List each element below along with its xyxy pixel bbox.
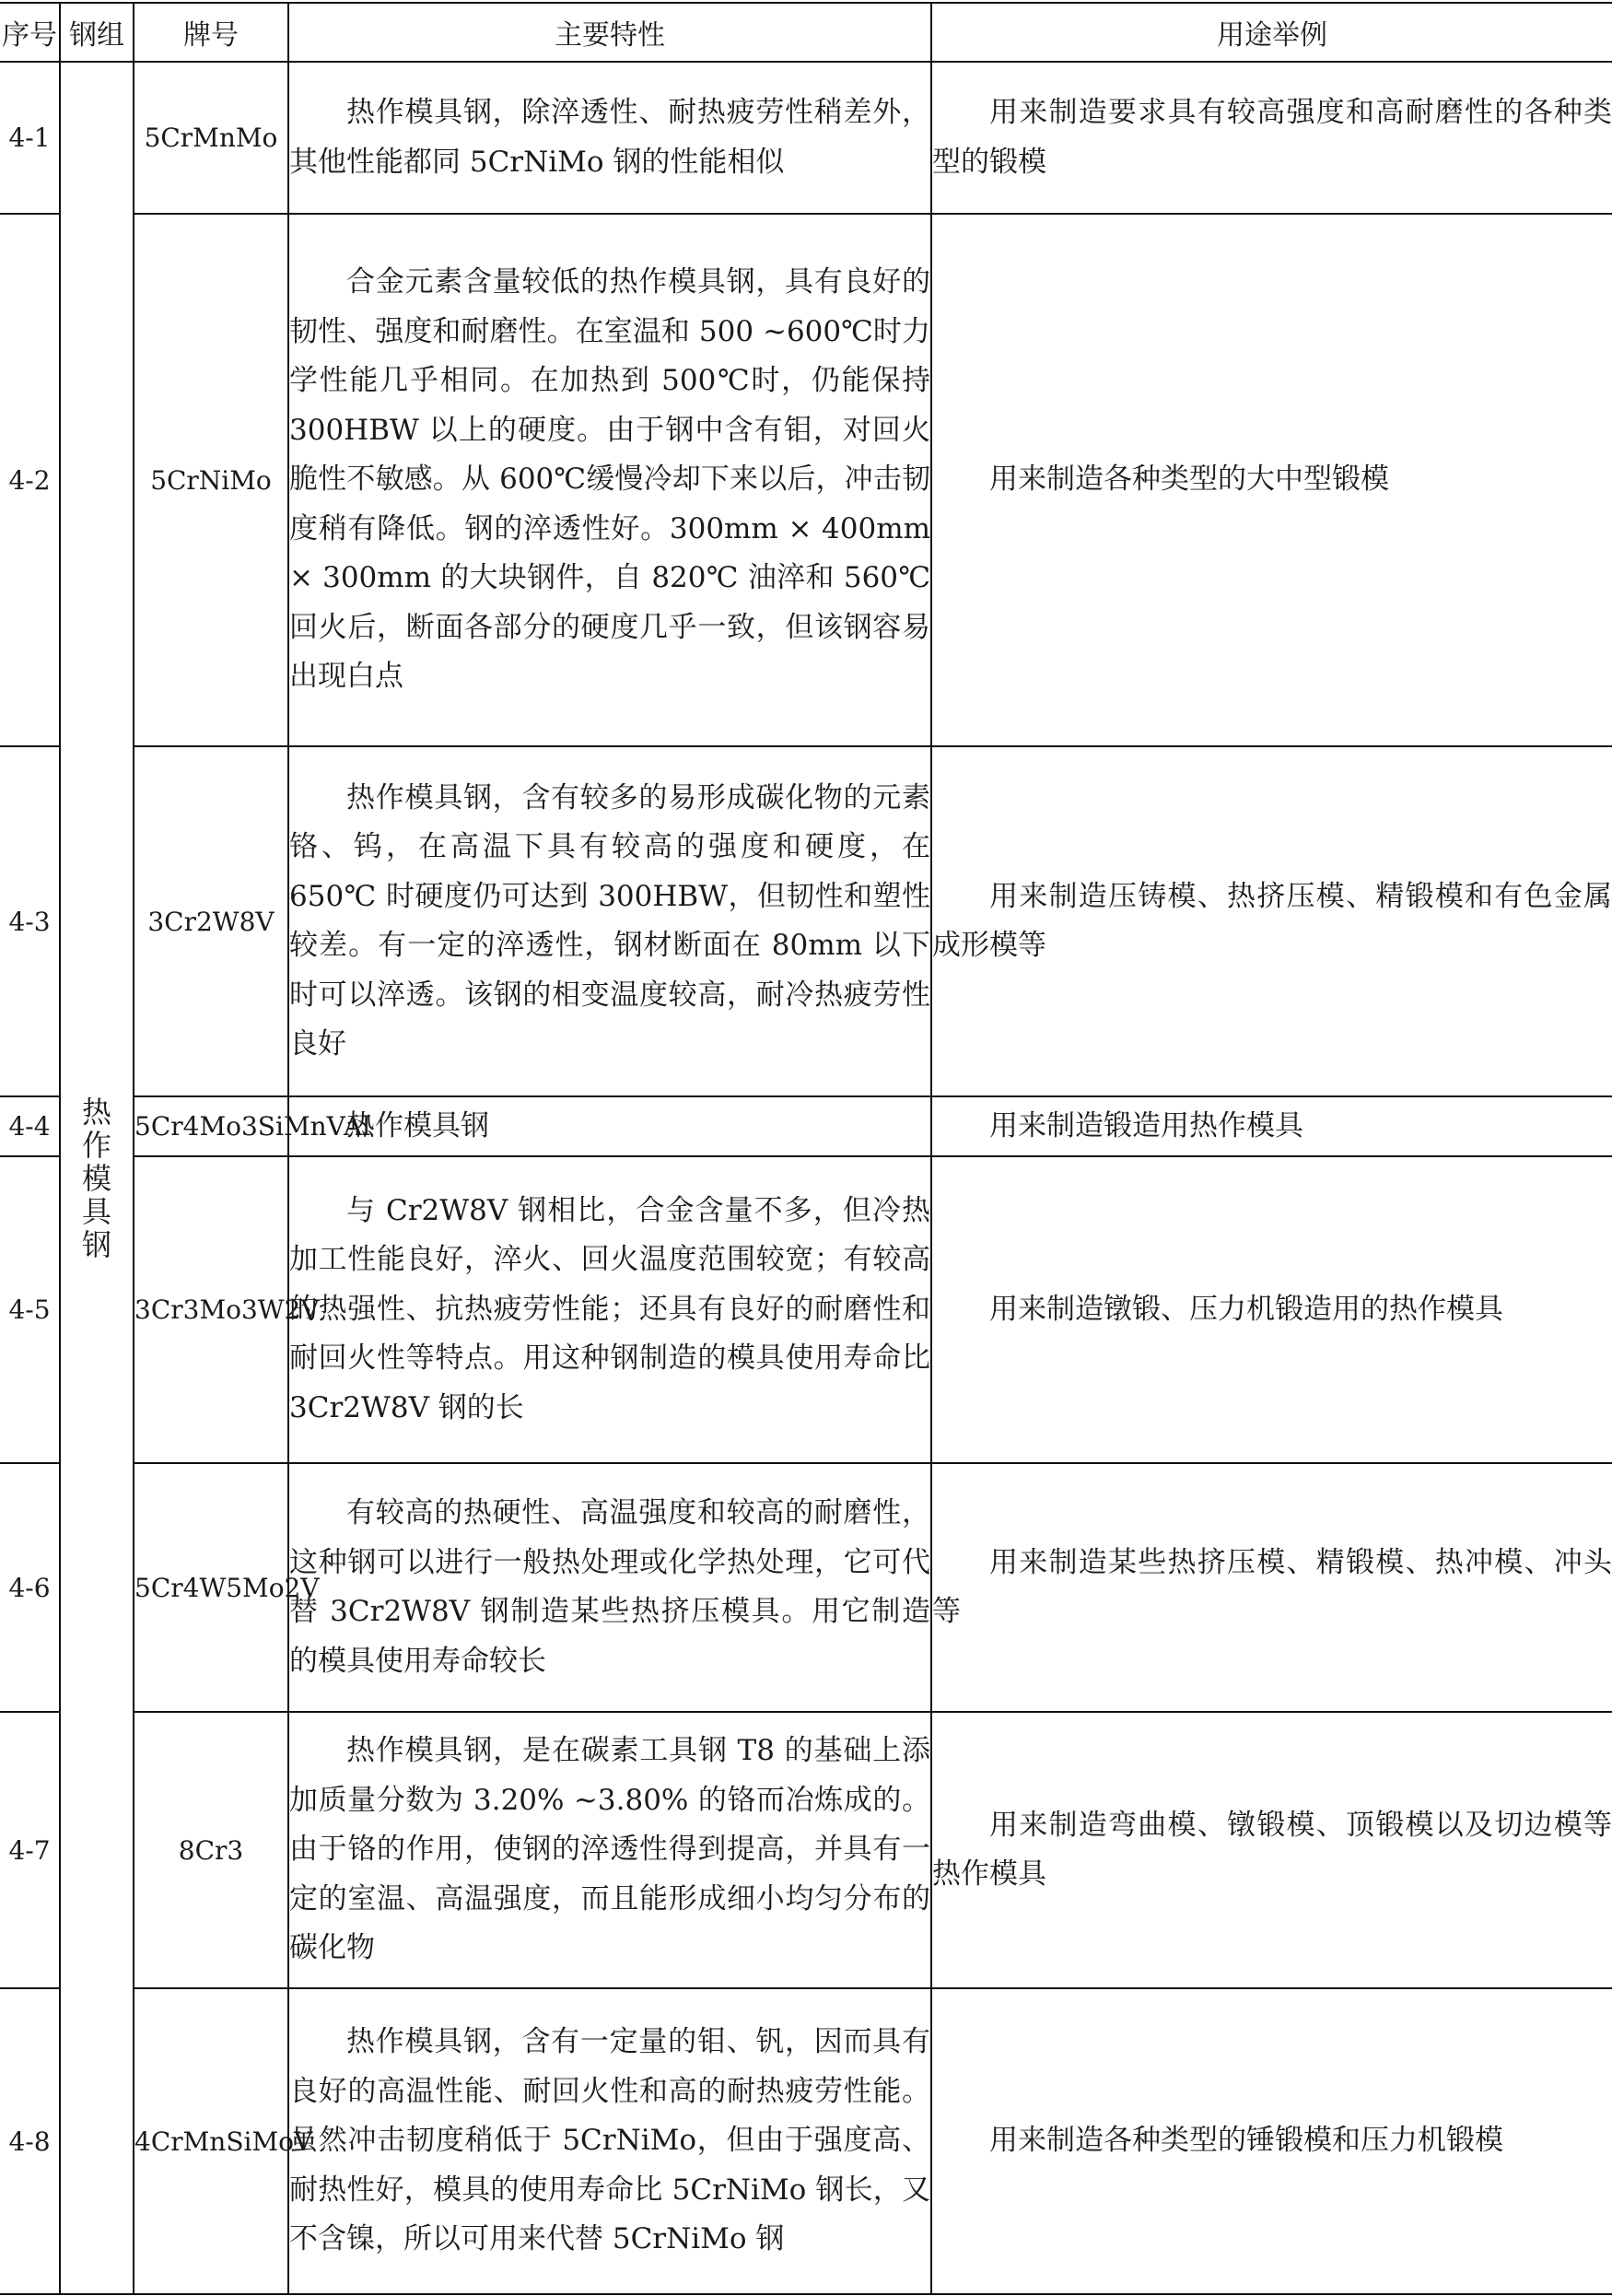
features-text: 热作模具钢 [346,1108,489,1142]
steel-grade: 5Cr4Mo3SiMnVAl [134,1096,288,1156]
table-row [0,1712,1612,1988]
header-number: 序号 [0,3,60,62]
uses-text: 用来制造弯曲模、镦锻模、顶锻模以及切边模等热作模具 [932,1808,1612,1891]
features-cell [288,1096,931,1156]
table-row [0,1988,1612,2294]
features-cell [288,746,931,1096]
steel-group-cell [60,62,134,2294]
row-number: 4-8 [0,1988,60,2294]
header-grade: 牌号 [134,3,288,62]
uses-text: 用来制造某些热挤压模、精锻模、热冲模、冲头等 [932,1545,1612,1628]
features-text: 热作模具钢，是在碳素工具钢 T8 的基础上添加质量分数为 3.20% ~3.80% 的铬而冶炼成的。由于铬的作用，使钢的淬透性得到提高，并具有一定的室温、高温强度，而且能形成细小均匀分布的碳化物 [289,1734,930,1965]
features-text: 有较高的热硬性、高温强度和较高的耐磨性，这种钢可以进行一般热处理或化学热处理，它可代替 3Cr2W8V 钢制造某些热挤压模具。用它制造的模具使用寿命较长 [289,1496,930,1678]
steel-grade: 5CrNiMo [134,214,288,746]
uses-text: 用来制造压铸模、热挤压模、精锻模和有色金属成形模等 [932,879,1612,962]
features-cell [288,1156,931,1463]
features-cell [288,62,931,214]
steel-spec-table [0,2,1612,2295]
features-text: 热作模具钢，含有较多的易形成碳化物的元素铬、钨，在高温下具有较高的强度和硬度，在 650℃ 时硬度仍可达到 300HBW，但韧性和塑性较差。有一定的淬透性，钢材断面在 80mm 以下时可以淬透。该钢的相变温度较高，耐冷热疲劳性良好 [289,780,930,1060]
uses-text: 用来制造各种类型的大中型锻模 [989,463,1389,497]
uses-cell [931,1156,1612,1463]
features-cell [288,1988,931,2294]
row-number: 4-5 [0,1156,60,1463]
table-row [0,1096,1612,1156]
table-row [0,214,1612,746]
row-number: 4-2 [0,214,60,746]
steel-grade: 5Cr4W5Mo2V [134,1463,288,1712]
header-usage-examples: 用途举例 [931,3,1612,62]
table-row [0,1156,1612,1463]
features-cell [288,1712,931,1988]
uses-text: 用来制造要求具有较高强度和高耐磨性的各种类型的锻模 [932,96,1612,179]
row-number: 4-4 [0,1096,60,1156]
steel-group-label: 热作模具钢 [81,1094,111,1262]
features-cell [288,1463,931,1712]
uses-cell [931,1988,1612,2294]
row-number: 4-3 [0,746,60,1096]
table-header-row [0,3,1612,62]
uses-text: 用来制造镦锻、压力机锻造用的热作模具 [989,1292,1503,1326]
steel-grade: 3Cr2W8V [134,746,288,1096]
features-text: 与 Cr2W8V 钢相比，合金含量不多，但冷热加工性能良好，淬火、回火温度范围较宽；有较高的热强性、抗热疲劳性能；还具有良好的耐磨性和耐回火性等特点。用这种钢制造的模具使用寿命比 3Cr2W8V 钢的长 [289,1193,930,1424]
table-row [0,1463,1612,1712]
header-steel-group: 钢组 [60,3,134,62]
uses-cell [931,62,1612,214]
uses-cell [931,214,1612,746]
uses-cell [931,1096,1612,1156]
uses-text: 用来制造锻造用热作模具 [989,1108,1303,1142]
uses-cell [931,746,1612,1096]
steel-grade: 8Cr3 [134,1712,288,1988]
table-row [0,746,1612,1096]
uses-cell [931,1712,1612,1988]
row-number: 4-1 [0,62,60,214]
features-text: 合金元素含量较低的热作模具钢，具有良好的韧性、强度和耐磨性。在室温和 500 ~600℃时力学性能几乎相同。在加热到 500℃时，仍能保持 300HBW 以上的硬度。由于钢中含有钼，对回火脆性不敏感。从 600℃缓慢冷却下来以后，冲击韧度稍有降低。钢的淬透性好。300mm × 400mm × 300mm 的大块钢件，自 820℃ 油淬和 560℃ 回火后，断面各部分的硬度几乎一致，但该钢容易出现白点 [289,265,930,694]
table-row [0,62,1612,214]
row-number: 4-6 [0,1463,60,1712]
steel-grade: 3Cr3Mo3W2V [134,1156,288,1463]
features-text: 热作模具钢，除淬透性、耐热疲劳性稍差外，其他性能都同 5CrNiMo 钢的性能相似 [289,96,930,179]
features-text: 热作模具钢，含有一定量的钼、钒，因而具有良好的高温性能、耐回火性和高的耐热疲劳性能。虽然冲击韧度稍低于 5CrNiMo，但由于强度高、耐热性好，模具的使用寿命比 5CrNiMo 钢长，又不含镍，所以可用来代替 5CrNiMo 钢 [289,2025,930,2256]
steel-grade: 5CrMnMo [134,62,288,214]
features-cell [288,214,931,746]
uses-text: 用来制造各种类型的锤锻模和压力机锻模 [989,2124,1503,2158]
row-number: 4-7 [0,1712,60,1988]
header-main-features: 主要特性 [288,3,931,62]
uses-cell [931,1463,1612,1712]
steel-grade: 4CrMnSiMoV [134,1988,288,2294]
